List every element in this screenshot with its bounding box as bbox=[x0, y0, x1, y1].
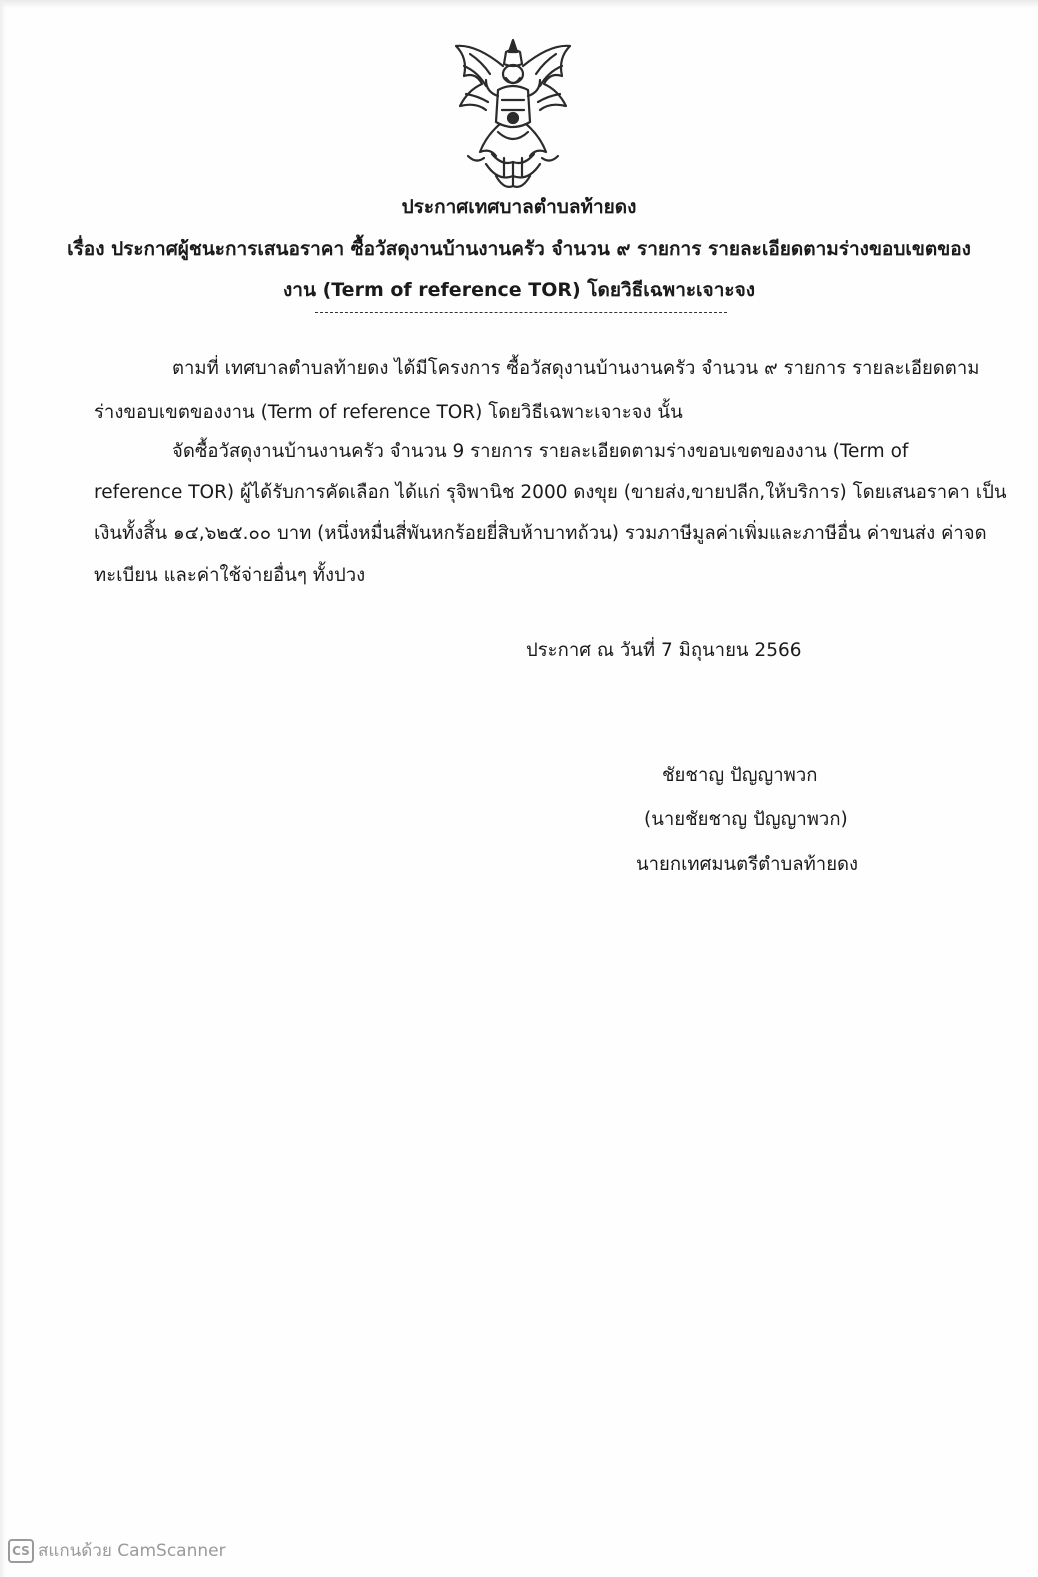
scan-edge-shadow bbox=[0, 0, 1038, 8]
garuda-emblem-icon bbox=[446, 36, 580, 192]
subject-line-2: งาน (Term of reference TOR) โดยวิธีเฉพาะเจาะจง bbox=[283, 279, 755, 301]
body-paragraph-line: ร่างขอบเขตของงาน (Term of reference TOR) โดยวิธีเฉพาะเจาะจง นั้น bbox=[94, 402, 683, 423]
body-paragraph-line: เงินทั้งสิ้น ๑๔,๖๒๕.๐๐ บาท (หนึ่งหมื่นสี่พันหกร้อยยี่สิบห้าบาทถ้วน) รวมภาษีมูลค่าเพิ่มและภาษีอื่น ค่าขนส่ง ค่าจด bbox=[94, 523, 987, 544]
body-paragraph-line: ทะเบียน และค่าใช้จ่ายอื่นๆ ทั้งปวง bbox=[94, 565, 366, 586]
announcement-date: ประกาศ ณ วันที่ 7 มิถุนายน 2566 bbox=[526, 640, 802, 661]
body-paragraph-line: reference TOR) ผู้ได้รับการคัดเลือก ได้แก่ รุจิพานิช 2000 ดงขุย (ขายส่ง,ขายปลีก,ให้บริการ) โดยเสนอราคา เป็น bbox=[94, 482, 1007, 503]
signatory-printed-name: (นายชัยชาญ ปัญญาพวก) bbox=[644, 809, 848, 830]
signature-name: ชัยชาญ ปัญญาพวก bbox=[662, 765, 818, 786]
watermark-text: สแกนด้วย CamScanner bbox=[38, 1541, 226, 1561]
divider-line bbox=[315, 312, 727, 313]
document-title: ประกาศเทศบาลตำบลท้ายดง bbox=[401, 196, 637, 218]
body-paragraph-line: จัดซื้อวัสดุงานบ้านงานครัว จำนวน 9 รายการ รายละเอียดตามร่างขอบเขตของงาน (Term of bbox=[172, 441, 909, 462]
camscanner-watermark bbox=[8, 1537, 226, 1564]
subject-line-1: เรื่อง ประกาศผู้ชนะการเสนอราคา ซื้อวัสดุงานบ้านงานครัว จำนวน ๙ รายการ รายละเอียดตามร่างขอบเขตของ bbox=[67, 238, 971, 260]
camscanner-logo-icon: CS bbox=[8, 1539, 34, 1563]
body-paragraph-line: ตามที่ เทศบาลตำบลท้ายดง ได้มีโครงการ ซื้อวัสดุงานบ้านงานครัว จำนวน ๙ รายการ รายละเอียดตาม bbox=[172, 358, 980, 379]
signatory-position: นายกเทศมนตรีตำบลท้ายดง bbox=[636, 854, 859, 875]
